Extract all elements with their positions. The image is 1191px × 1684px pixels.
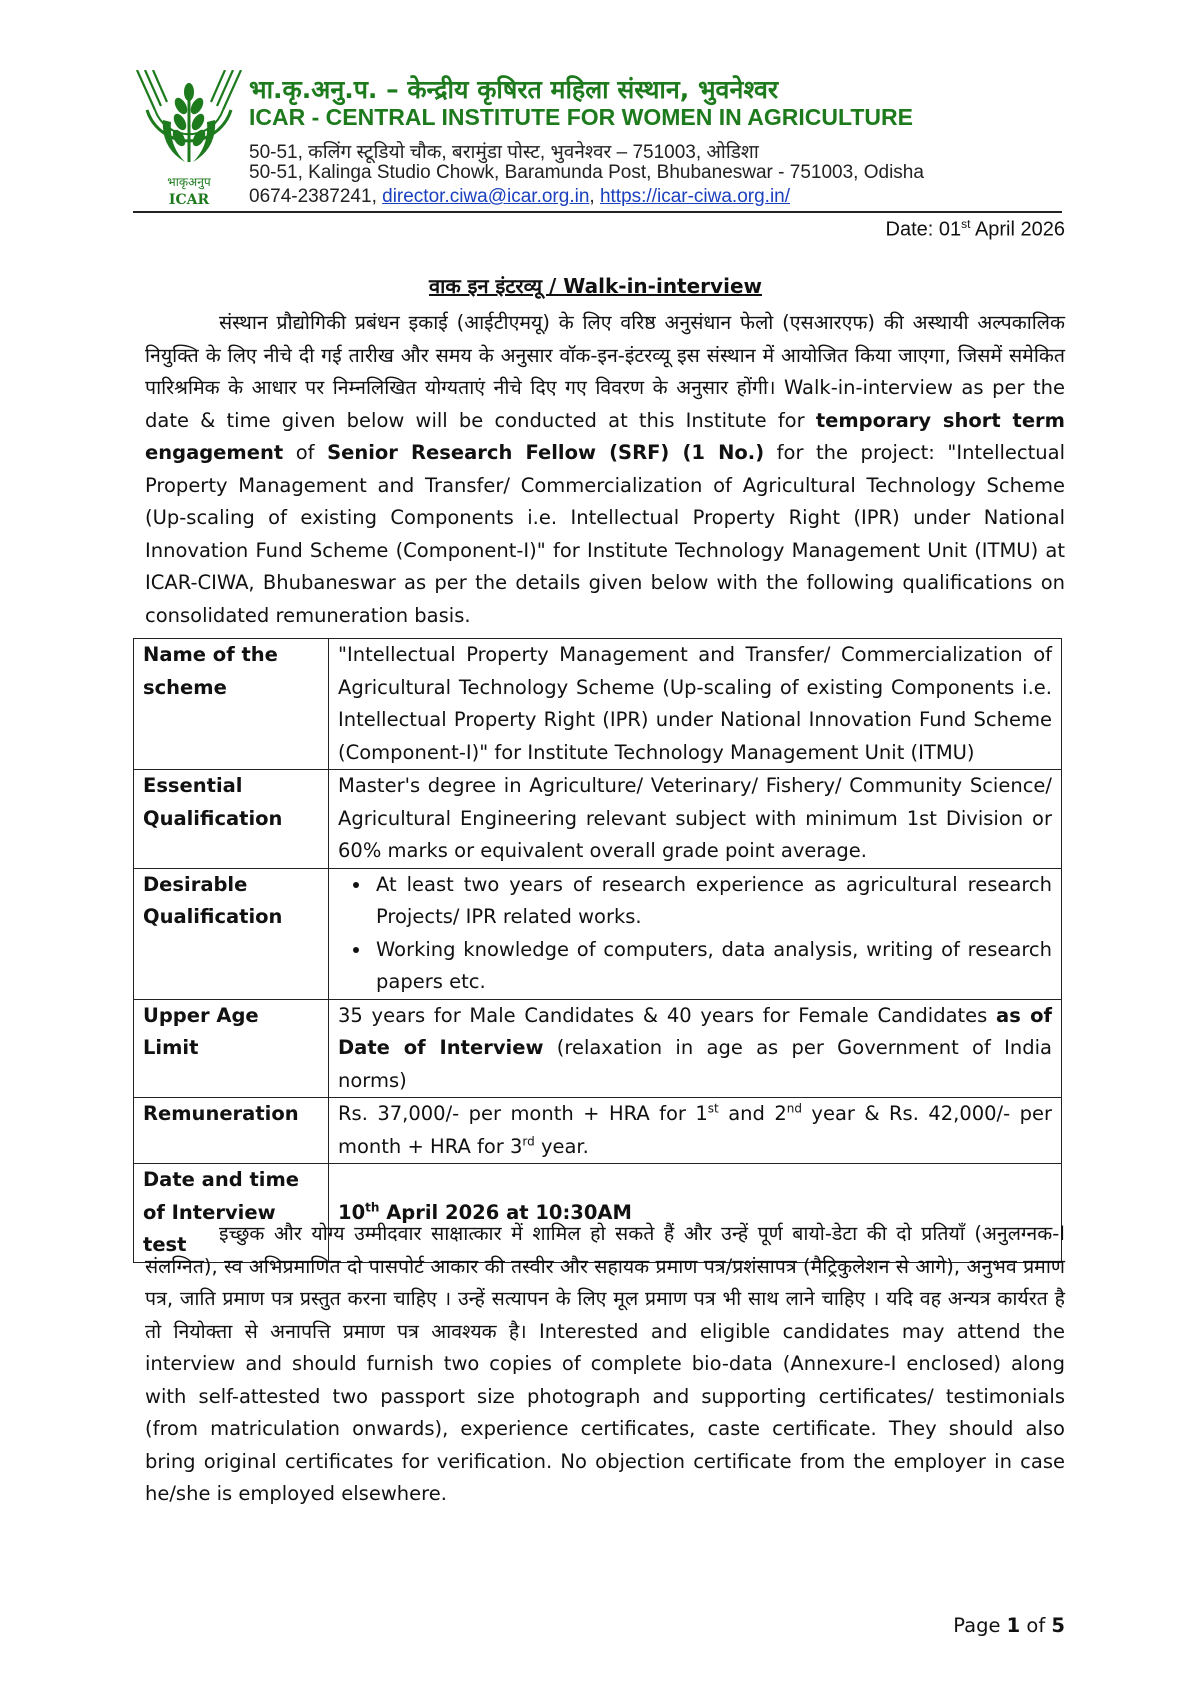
scheme-label: Name of the scheme	[134, 639, 329, 770]
table-row	[134, 770, 1062, 869]
phone-number: 0674-2387241,	[249, 186, 377, 207]
document-date: Date: 01st April 2026	[885, 217, 1065, 241]
list-item: • Working knowledge of computers, data analysis, writing of research papers etc.	[372, 934, 1052, 999]
header-divider	[133, 211, 1062, 213]
scheme-value: "Intellectual Property Management and Transfer/ Commercialization of Agricultural Technology Scheme (Up-scaling of existing Components i.e. Intellectual Property Right (IPR) under National Innovation Fund Scheme (Component-I)" for Institute Technology Management Unit (ITMU)	[329, 639, 1062, 770]
address-hindi: 50-51, कलिंग स्टूडियो चौक, बरामुंडा पोस्ट, भुवनेश्वर – 751003, ओडिशा	[249, 142, 759, 163]
logo-text-hindi: भाकृअनुप	[167, 175, 211, 189]
intro-paragraph: संस्थान प्रौद्योगिकी प्रबंधन इकाई (आईटीएमयू) के लिए वरिष्ठ अनुसंधान फेलो (एसआरएफ) की अस्थायी अल्पकालिक नियुक्ति के लिए नीचे दी गई तारीख और समय के अनुसार वॉक-इन-इंटरव्यू इस संस्थान में आयोजित किया जाएगा, जिसमें समेकित पारिश्रमिक के आधार पर निम्नलिखित योग्यताएं नीचे दिए गए विवरण के अनुसार होंगी। Walk-in-interview as per the date & time given below will be conducted at this Institute for temporary short term engagement of Senior Research Fellow (SRF) (1 No.) for the project: "Intellectual Property Management and Transfer/ Commercialization of Agricultural Technology Scheme (Up-scaling of existing Components i.e. Intellectual Property Right (IPR) under National Innovation Fund Scheme (Component-I)" for Institute Technology Management Unit (ITMU) at ICAR-CIWA, Bhubaneswar as per the details given below with the following qualifications on consolidated remuneration basis.	[145, 311, 1065, 627]
age-value: 35 years for Male Candidates & 40 years for Female Candidates as of Date of Interview (relaxation in age as per Government of India norms)	[329, 999, 1062, 1098]
email-link[interactable]: director.ciwa@icar.org.in	[382, 186, 590, 207]
desirable-list	[338, 869, 1052, 999]
table-row	[134, 868, 1062, 999]
essential-value: Master's degree in Agriculture/ Veterinary/ Fishery/ Community Science/ Agricultural Engineering relevant subject with minimum 1st Division or 60% marks or equivalent overall grade point average.	[329, 770, 1062, 869]
age-label: Upper Age Limit	[134, 999, 329, 1098]
website-link[interactable]: https://icar-ciwa.org.in/	[599, 186, 791, 207]
remuneration-label: Remuneration	[134, 1098, 329, 1164]
institute-name-english: ICAR - CENTRAL INSTITUTE FOR WOMEN IN AGRICULTURE	[249, 104, 913, 130]
desirable-label: Desirable Qualification	[134, 868, 329, 999]
closing-english: Interested and eligible candidates may attend the interview and should furnish two copies of complete bio-data (Annexure-I enclosed) along with self-attested two passport size photograph and supporting certificates/ testimonials (from matriculation onwards), experience certificates, caste certificate. They should also bring original certificates for verification. No objection certificate from the employer in case he/she is employed elsewhere.	[145, 1319, 1066, 1505]
interview-label: Date and time of Interview test	[134, 1164, 329, 1263]
address-english: 50-51, Kalinga Studio Chowk, Baramunda Post, Bhubaneswar - 751003, Odisha	[249, 162, 924, 183]
table-row	[134, 999, 1062, 1098]
interview-value: 10th April 2026 at 10:30AM	[329, 1164, 1062, 1263]
institute-name-hindi: भा.कृ.अनु.प. – केन्द्रीय कृषिरत महिला संस्थान, भुवनेश्वर	[249, 75, 779, 104]
table-row	[134, 1098, 1062, 1164]
intro-hindi: संस्थान प्रौद्योगिकी प्रबंधन इकाई (आईटीएमयू) के लिए वरिष्ठ अनुसंधान फेलो (एसआरएफ) की अस्थायी अल्पकालिक नियुक्ति के लिए नीचे दी गई तारीख और समय के अनुसार वॉक-इन-इंटरव्यू इस संस्थान में आयोजित किया जाएगा, जिसमें समेकित पारिश्रमिक के आधार पर निम्नलिखित योग्यताएं नीचे दिए गए विवरण के अनुसार होंगी।	[145, 311, 1065, 399]
position-details-table	[133, 638, 1062, 1263]
contact-line: 0674-2387241, director.ciwa@icar.org.in, https://icar-ciwa.org.in/	[249, 186, 791, 207]
desirable-value	[329, 868, 1062, 999]
logo-text-english: ICAR	[168, 192, 210, 208]
page-number: Page 1 of 5	[953, 1614, 1065, 1637]
closing-paragraph	[145, 1218, 1065, 1511]
essential-label: Essential Qualification	[134, 770, 329, 869]
remuneration-value: Rs. 37,000/- per month + HRA for 1st and 2nd year & Rs. 42,000/- per month + HRA for 3rd year.	[329, 1098, 1062, 1164]
notice-title: वाक इन इंटरव्यू / Walk-in-interview	[429, 274, 762, 298]
closing-hindi: इच्छुक और योग्य उम्मीदवार साक्षात्कार में शामिल हो सकते हैं और उन्हें पूर्ण बायो-डेटा की दो प्रतियाँ (अनुलग्नक-I संलग्नित), स्व अभिप्रमाणित दो पासपोर्ट आकार की तस्वीर और सहायक प्रमाण पत्र/प्रशंसापत्र (मैट्रिकुलेशन से आगे), अनुभव प्रमाण पत्र, जाति प्रमाण पत्र प्रस्तुत करना चाहिए । उन्हें सत्यापन के लिए मूल प्रमाण पत्र भी साथ लाने चाहिए । यदि वह अन्यत्र कार्यरत है तो नियोक्ता से अनापत्ति प्रमाण पत्र आवश्यक है।	[145, 1222, 1065, 1343]
list-item: • At least two years of research experience as agricultural research Projects/ IPR related works.	[372, 869, 1052, 934]
icar-logo	[133, 70, 245, 210]
table-row	[134, 639, 1062, 770]
